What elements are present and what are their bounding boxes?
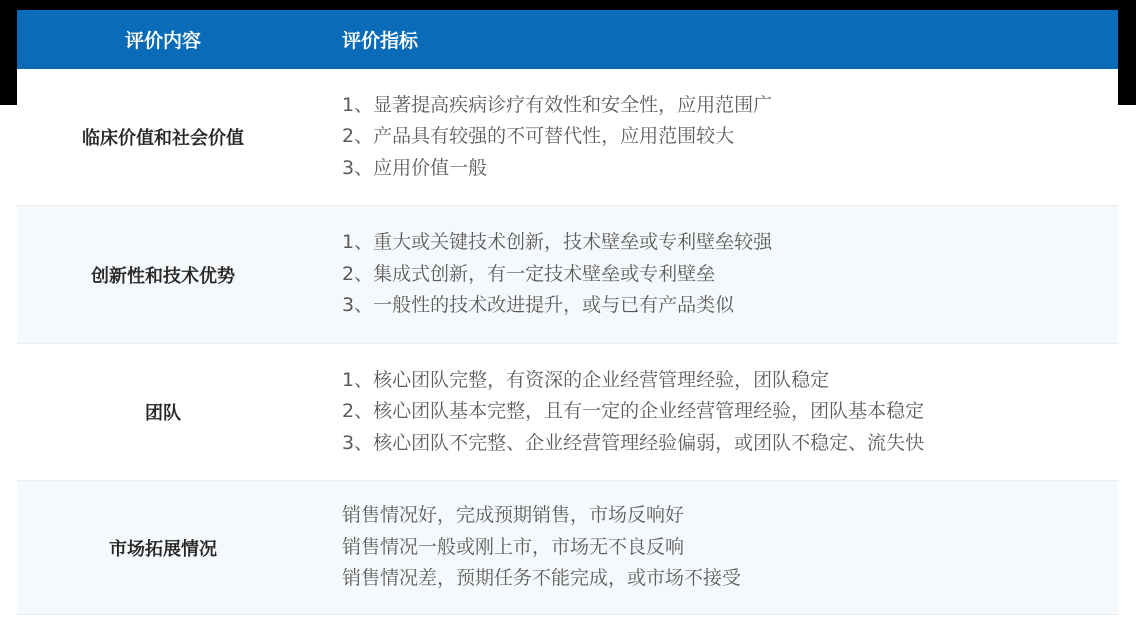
indicator-item: 3、核心团队不完整、企业经营管理经验偏弱，或团队不稳定、流失快 <box>342 431 925 454</box>
table-row <box>17 480 1118 614</box>
indicator-item: 销售情况好，完成预期销售，市场反响好 <box>342 504 685 527</box>
indicator-item: 1、核心团队完整，有资深的企业经营管理经验，团队稳定 <box>342 368 830 391</box>
table-row <box>17 205 1118 343</box>
indicator-item: 3、一般性的技术改进提升，或与已有产品类似 <box>342 294 735 317</box>
indicator-item: 2、集成式创新，有一定技术壁垒或专利壁垒 <box>342 262 716 285</box>
header-cell-evaluation-indicator: 评价指标 <box>342 30 419 52</box>
row-indicators-cell <box>309 344 1118 480</box>
indicator-item: 1、显著提高疾病诊疗有效性和安全性，应用范围广 <box>342 93 773 116</box>
row-indicators-cell <box>309 206 1118 343</box>
table-row <box>17 343 1118 480</box>
row-content-label: 市场拓展情况 <box>109 538 217 560</box>
row-indicators-cell <box>309 481 1118 614</box>
indicator-item: 销售情况一般或刚上市，市场无不良反响 <box>342 535 685 558</box>
header-cell-evaluation-content: 评价内容 <box>124 30 201 52</box>
indicator-item: 2、产品具有较强的不可替代性，应用范围较大 <box>342 125 735 148</box>
row-content-label: 创新性和技术优势 <box>91 265 235 287</box>
row-content-label: 团队 <box>145 403 181 424</box>
evaluation-table <box>17 10 1118 615</box>
table-header-row <box>17 10 1118 69</box>
indicator-item: 2、核心团队基本完整，且有一定的企业经营管理经验，团队基本稳定 <box>342 400 925 423</box>
row-content-label: 临床价值和社会价值 <box>82 128 244 149</box>
indicator-item: 1、重大或关键技术创新，技术壁垒或专利壁垒较强 <box>342 231 773 254</box>
row-indicators-cell <box>309 69 1118 205</box>
table-row <box>17 69 1118 205</box>
indicator-item: 销售情况差，预期任务不能完成，或市场不接受 <box>342 567 742 590</box>
indicator-item: 3、应用价值一般 <box>342 156 488 179</box>
